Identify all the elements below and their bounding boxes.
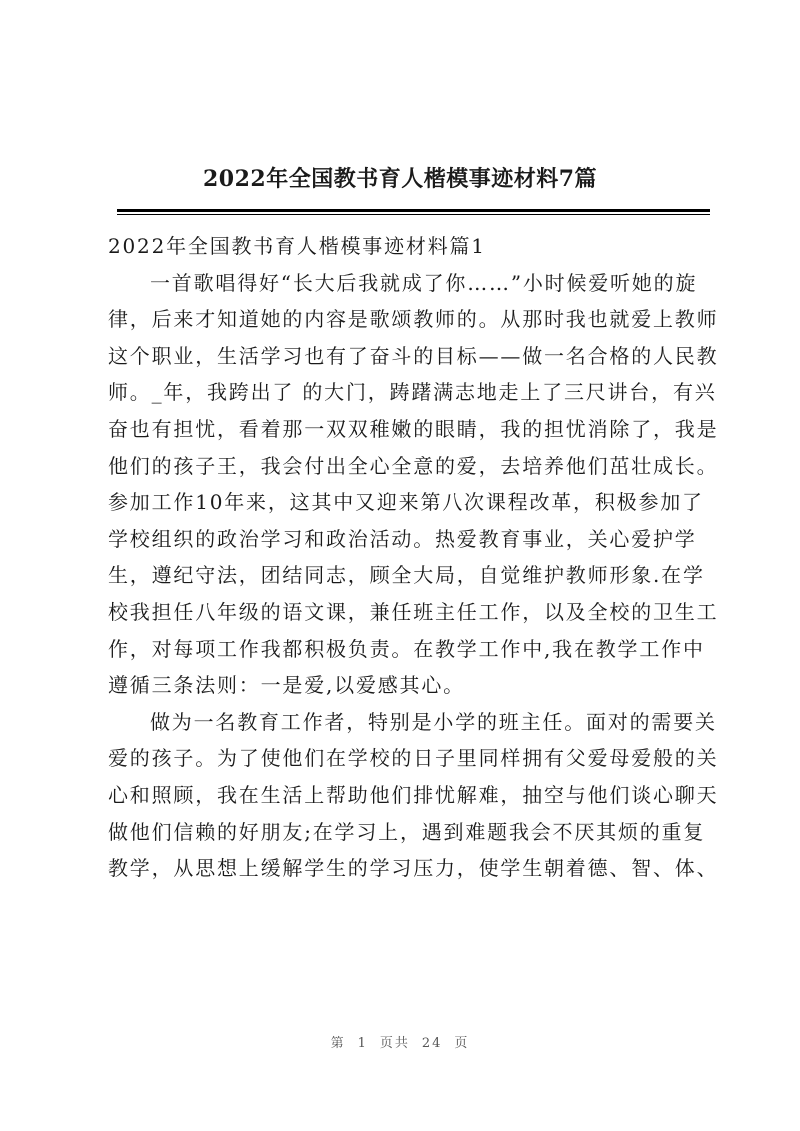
paragraph-line: 遵循三条法则：一是爱,以爱感其心。 bbox=[108, 673, 465, 698]
page-footer bbox=[0, 1032, 800, 1051]
paragraph-2 bbox=[108, 704, 719, 887]
paragraph-line: 心和照顾，我在生活上帮助他们排忧解难，抽空与他们谈心聊天 bbox=[108, 782, 719, 807]
paragraph-line: 爱的孩子。为了使他们在学校的日子里同样拥有父爱母爱般的关 bbox=[108, 746, 719, 771]
title-divider-thin bbox=[117, 214, 710, 215]
footer-page-middle: 页共 bbox=[379, 1036, 410, 1051]
paragraph-line: 奋也有担忧，看着那一双双稚嫩的眼睛，我的担忧消除了，我是 bbox=[108, 416, 719, 441]
footer-total-pages: 24 bbox=[421, 1036, 443, 1051]
paragraph-line: 校我担任八年级的语文课，兼任班主任工作，以及全校的卫生工 bbox=[108, 599, 719, 624]
paragraph-line: 学校组织的政治学习和政治活动。热爱教育事业，关心爱护学 bbox=[108, 526, 697, 551]
paragraph-line: 律，后来才知道她的内容是歌颂教师的。从那时我也就爱上教师 bbox=[108, 307, 719, 332]
paragraph-1 bbox=[108, 265, 719, 704]
title-divider bbox=[117, 209, 710, 212]
paragraph-line: 做为一名教育工作者，特别是小学的班主任。面对的需要关 bbox=[150, 709, 717, 734]
section-heading: 2022年全国教书育人楷模事迹材料篇1 bbox=[108, 234, 486, 258]
paragraph-line: 生，遵纪守法，团结同志，顾全大局，自觉维护教师形象.在学 bbox=[108, 563, 705, 588]
paragraph-line: 师。_年，我跨出了 的大门，踌躇满志地走上了三尺讲台，有兴 bbox=[108, 380, 717, 405]
footer-page-prefix: 第 bbox=[330, 1036, 346, 1051]
paragraph-line: 作，对每项工作我都积极负责。在教学工作中,我在教学工作中 bbox=[108, 636, 705, 661]
paragraph-line: 这个职业，生活学习也有了奋斗的目标——做一名合格的人民教 bbox=[108, 343, 719, 368]
footer-page-suffix: 页 bbox=[454, 1036, 470, 1051]
document-title: 2022年全国教书育人楷模事迹材料7篇 bbox=[202, 166, 598, 192]
paragraph-line: 做他们信赖的好朋友;在学习上，遇到难题我会不厌其烦的重复 bbox=[108, 819, 706, 844]
paragraph-line: 一首歌唱得好“长大后我就成了你……”小时候爱听她的旋 bbox=[150, 270, 698, 295]
paragraph-line: 参加工作10年来，这其中又迎来第八次课程改革，积极参加了 bbox=[108, 490, 704, 515]
footer-page-number: 1 bbox=[357, 1036, 368, 1051]
document-body bbox=[108, 228, 719, 887]
paragraph-line: 他们的孩子王，我会付出全心全意的爱，去培养他们茁壮成长。 bbox=[108, 453, 719, 478]
paragraph-line: 教学，从思想上缓解学生的学习压力，使学生朝着德、智、体、 bbox=[108, 856, 719, 881]
